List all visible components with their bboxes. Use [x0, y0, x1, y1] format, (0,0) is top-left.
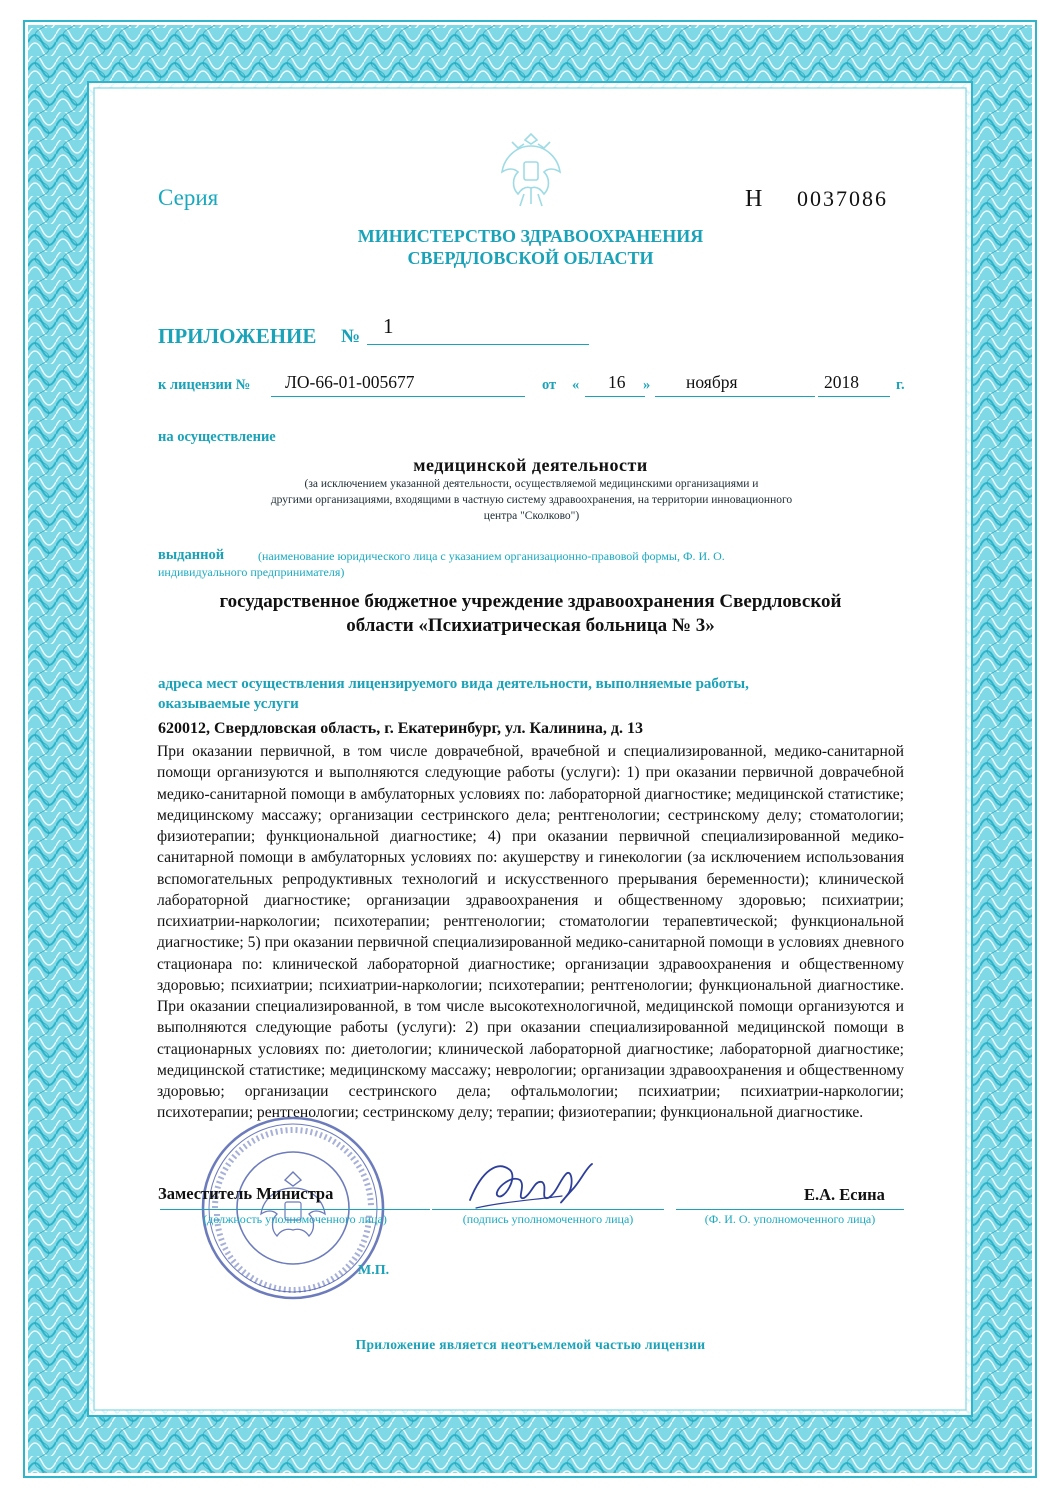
addresses-label-line1: адреса мест осуществления лицензируемого вида деятельности, выполняемые работы, [158, 676, 749, 692]
activity-address: 620012, Свердловская область, г. Екатеринбург, ул. Калинина, д. 13 [158, 720, 644, 737]
appendix-label: ПРИЛОЖЕНИЕ [158, 324, 317, 348]
series-label: Серия [158, 185, 219, 210]
signatory-position: Заместитель Министра [158, 1184, 334, 1203]
services-list: При оказании первичной, в том числе доврачебной, врачебной и специализированной, медико-санитарной помощи организуются и выполняются следующие работы (услуги): 1) при оказании первичной доврачебной медико-санитарной помощи в амбулаторных условиях по: лабораторной диагностике; медицинской статистике; медицинскому массажу; организации сестринского дела; рентгенологии; сестринскому делу; стоматологии; физиотерапии; функциональной диагностике; 4) при оказании первичной специализированной медико-санитарной помощи в амбулаторных условиях по: акушерству и гинекологии (за исключением использования вспомогательных репродуктивных технологий и искусственного прерывания беременности); клинической лабораторной диагностике; организации здравоохранения и общественному здоровью; психиатрии; психиатрии-наркологии; психотерапии; рентгенологии; стоматологии терапевтической; функциональной диагностике; 5) при оказании первичной специализированной медико-санитарной помощи в условиях дневного стационара по: клинической лабораторной диагностике; организации здравоохранения и общественному здоровью; психиатрии; психиатрии-наркологии; психотерапии; рентгенологии; функциональной диагностике. При оказании специализированной, в том числе высокотехнологичной, медицинской помощи организуются и выполняются следующие работы (услуги): 2) при оказании специализированной медицинской помощи в стационарных условиях по: диетологии; клинической лабораторной диагностике; лабораторной диагностике; медицинской статистике; медицинскому массажу; неврологии; организации здравоохранения и общественному здоровью; организации сестринского дела; офтальмологии; психиатрии; психиатрии-наркологии; психотерапии; рентгенологии; сестринскому делу; терапии; физиотерапии; функциональной диагностике. [157, 743, 904, 1122]
organization-name-line1: государственное бюджетное учреждение здравоохранения Свердловской [219, 591, 842, 612]
license-prefix: к лицензии № [158, 377, 251, 393]
coat-of-arms-icon [494, 128, 568, 210]
license-quote-open: « [572, 377, 580, 393]
name-underline [676, 1209, 904, 1210]
signatory-name: Е.А. Есина [804, 1185, 885, 1204]
activity-label: на осуществление [158, 429, 276, 445]
organization-name-line2: области «Психиатрическая больница № 3» [346, 615, 715, 636]
issued-hint-line2: индивидуального предпринимателя) [158, 565, 345, 579]
license-month: ноября [686, 372, 738, 392]
series-number: 0037086 [797, 186, 888, 211]
license-day-underline [585, 396, 645, 397]
appendix-number: 1 [383, 314, 394, 338]
position-underline [160, 1209, 430, 1210]
footer-note: Приложение является неотъемлемой частью лицензии [355, 1337, 706, 1352]
activity-note-line2: другими организациями, входящими в частную систему здравоохранения, на территории инновационного [270, 494, 793, 506]
caption-signature: (подпись уполномоченного лица) [462, 1212, 634, 1226]
caption-position: (должность уполномоченного лица) [203, 1212, 387, 1226]
series-letter: Н [745, 186, 763, 212]
license-quote-close: » [643, 377, 651, 393]
license-from-label: от [542, 377, 557, 393]
activity-note-line1: (за исключением указанной деятельности, осуществляемой медицинскими организациями и [304, 478, 759, 490]
caption-name: (Ф. И. О. уполномоченного лица) [704, 1212, 876, 1226]
license-year-underline [818, 396, 890, 397]
appendix-number-underline [367, 344, 589, 345]
activity-note-line3: центра "Сколково") [483, 510, 580, 522]
stamp-place-label: М.П. [358, 1263, 390, 1278]
license-number: ЛО-66-01-005677 [285, 372, 415, 392]
activity-value: медицинской деятельности [413, 455, 648, 475]
license-month-underline [655, 396, 815, 397]
ministry-name-line1: МИНИСТЕРСТВО ЗДРАВООХРАНЕНИЯ [357, 226, 704, 246]
issued-label: выданной [158, 547, 225, 563]
license-year: 2018 [824, 372, 859, 392]
appendix-number-sign: № [341, 326, 361, 347]
issued-hint-line1: (наименование юридического лица с указанием организационно-правовой формы, Ф. И. О. [258, 549, 725, 563]
license-number-underline [271, 396, 525, 397]
addresses-label-line2: оказываемые услуги [158, 696, 299, 712]
ministry-name-line2: СВЕРДЛОВСКОЙ ОБЛАСТИ [407, 248, 654, 268]
license-year-suffix: г. [896, 377, 905, 393]
license-day: 16 [608, 372, 626, 392]
signature-underline [432, 1209, 664, 1210]
